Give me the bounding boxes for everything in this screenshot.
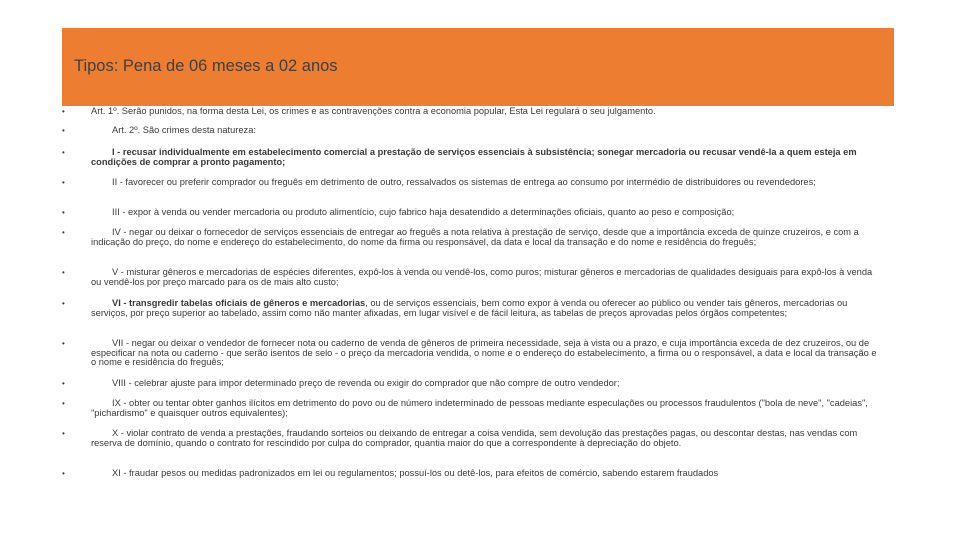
bullet-icon: • — [62, 469, 65, 478]
title-banner — [62, 28, 894, 106]
bullet-icon: • — [62, 339, 65, 348]
bullet-icon: • — [62, 429, 65, 438]
bullet-icon: • — [62, 379, 65, 388]
bullet-icon: • — [62, 148, 65, 157]
list-item-text: IV - negar ou deixar o fornecedor de serviços essenciais de entregar ao freguês a nota relativa à prestação de serviço, desde que a importância exceda de quinze cruzeiros, e com a indicação do preço, do nome e endereço do estabelecimento, do nome da firma ou responsável, da data e local da transação e do nome e residência do freguês; — [91, 227, 859, 247]
list-item-text: X - violar contrato de venda a prestações, fraudando sorteios ou deixando de entregar a coisa vendida, sem devolução das prestações pagas, ou descontar destas, nas vendas com reserva de domínio, quando o contrato for rescindido por culpa do comprador, quantia maior do que a correspondente à depreciação do objeto. — [91, 428, 858, 448]
list-item-text: III - expor à venda ou vender mercadoria ou produto alimentício, cujo fabrico haja desatendido a determinações oficiais, quanto ao peso e composição; — [112, 207, 735, 217]
list-item-text: I - recusar individualmente em estabelecimento comercial a prestação de serviços essenciais à subsistência; sonegar mercadoria ou recusar vendê-la a quem esteja em condições de comprar a pronto pagamento; — [91, 147, 857, 167]
list-item-text: V - misturar gêneros e mercadorias de espécies diferentes, expô-los à venda ou vendê-los, como puros; misturar gêneros e mercadorias de qualidades desiguais para expô-los à venda ou vendê-los por preço marcado para os de mais alto custo; — [91, 267, 873, 287]
list-item-text: Art. 2º. São crimes desta natureza: — [112, 125, 256, 135]
bullet-icon: • — [62, 268, 65, 277]
bullet-list — [62, 106, 892, 530]
bullet-icon: • — [62, 228, 65, 237]
bullet-icon: • — [62, 126, 65, 135]
bullet-icon: • — [62, 107, 65, 116]
slide-title: Tipos: Pena de 06 meses a 02 anos — [74, 57, 338, 75]
list-item-text: VIII - celebrar ajuste para impor determinado preço de revenda ou exigir do comprador que não compre de outro vendedor; — [112, 378, 620, 388]
list-item-text: VI - transgredir tabelas oficiais de gêneros e mercadorias, ou de serviços essenciais, bem como expor à venda ou oferecer ao público ou vender tais gêneros, mercadorias ou serviços, por preço superior ao tabelado, assim como não manter afixadas, em lugar visível e de fácil leitura, as tabelas de preços aprovadas pelos órgãos competentes; — [91, 298, 848, 318]
list-item-text: VII - negar ou deixar o vendedor de fornecer nota ou caderno de venda de gêneros de primeira necessidade, seja à vista ou a prazo, e cuja importância exceda de dez cruzeiros, ou de especificar na nota ou caderno - que serão isentos de selo - o preço da mercadoria vendida, o nome e o endereço do estabelecimento, a firma ou o responsável, a data e local da transação e o nome e residência do freguês; — [91, 338, 877, 368]
bullet-icon: • — [62, 399, 65, 408]
list-item-text: IX - obter ou tentar obter ganhos ilícitos em detrimento do povo ou de número indeterminado de pessoas mediante especulações ou processos fraudulentos ("bola de neve", "cadeias", "pichardismo" e quaisquer outros equivalentes); — [91, 398, 868, 418]
bullet-icon: • — [62, 299, 65, 308]
list-item-text: XI - fraudar pesos ou medidas padronizados em lei ou regulamentos; possuí-los ou detê-los, para efeitos de comércio, sabendo estarem fraudados — [112, 468, 719, 478]
bullet-icon: • — [62, 178, 65, 187]
list-item-text: II - favorecer ou preferir comprador ou freguês em detrimento de outro, ressalvados os sistemas de entrega ao consumo por intermédio de distribuidores ou revendedores; — [112, 177, 816, 187]
bullet-icon: • — [62, 208, 65, 217]
list-item-text: Art. 1º. Serão punidos, na forma desta Lei, os crimes e as contravenções contra a economia popular, Esta Lei regulará o seu julgamento. — [91, 106, 656, 116]
